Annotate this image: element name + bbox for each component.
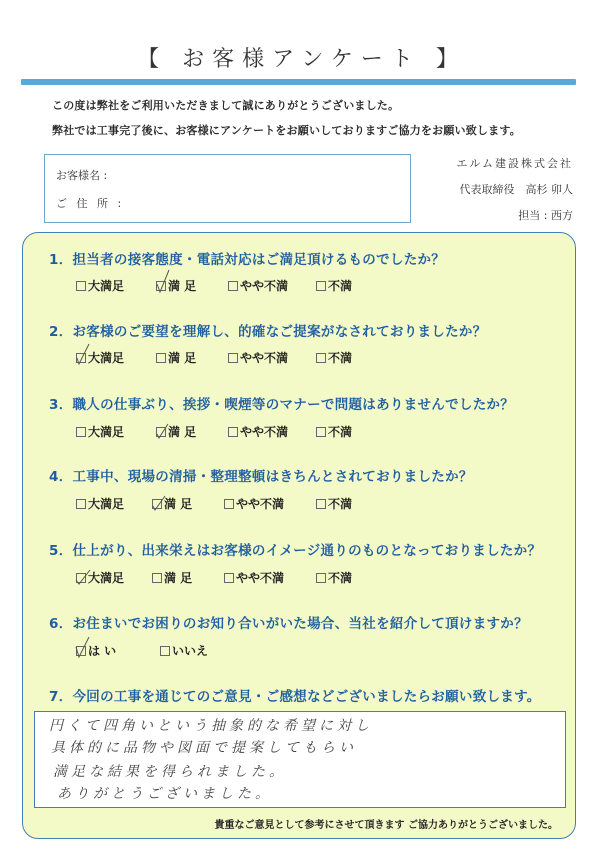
company-name: エルム建設株式会社: [456, 157, 573, 170]
checkbox-checked-icon[interactable]: [152, 499, 162, 509]
question-3: 3．職人の仕事ぶり、挨拶・喫煙等のマナーで問題はありませんでしたか？: [49, 397, 515, 413]
comment-line-1: 円くて四角いという抽象的な希望に対し: [49, 718, 373, 734]
checkbox-empty-icon[interactable]: [316, 499, 326, 509]
checkbox-empty-icon[interactable]: [152, 573, 162, 583]
option-no[interactable]: いいえ: [160, 642, 208, 659]
checkbox-empty-icon[interactable]: [160, 646, 170, 656]
option-fuman[interactable]: 不満: [316, 349, 352, 366]
question-6-options: [76, 642, 208, 659]
option-dai-manzoku[interactable]: 大満足: [76, 569, 152, 586]
checkbox-empty-icon[interactable]: [316, 353, 326, 363]
checkbox-empty-icon[interactable]: [76, 427, 86, 437]
question-6: 6．お住まいでお困りのお知り合いがいた場合、当社を紹介して頂けますか？: [49, 616, 528, 632]
option-dai-manzoku[interactable]: 大満足: [76, 495, 152, 512]
option-manzoku[interactable]: 満 足: [152, 495, 224, 512]
question-4: 4．工事中、現場の清掃・整理整頓はきちんとされておりましたか？: [49, 469, 473, 485]
customer-address-label: ご 住 所 :: [56, 197, 125, 210]
checkbox-checked-icon[interactable]: [156, 281, 166, 291]
intro-line-1: この度は弊社をご利用いただきまして誠にありがとうございました。: [52, 99, 400, 112]
checkbox-empty-icon[interactable]: [224, 573, 234, 583]
comment-line-2: 具体的に品物や図面で提案してもらい: [51, 740, 357, 756]
question-5: 5．仕上がり、出来栄えはお客様のイメージ通りのものとなっておりましたか？: [49, 543, 542, 559]
checkbox-checked-icon[interactable]: [76, 573, 86, 583]
customer-name-label: お客様名 :: [56, 169, 108, 182]
option-manzoku[interactable]: 満 足: [156, 277, 228, 294]
company-representative: 代表取締役 高杉 卯人: [459, 183, 573, 196]
option-yaya-fuman[interactable]: やや不満: [224, 495, 316, 512]
intro-line-2: 弊社では工事完了後に、お客様にアンケートをお願いしておりますご協力をお願い致します。: [52, 124, 521, 137]
comment-line-4: ありがとうございました。: [57, 786, 273, 802]
checkbox-checked-icon[interactable]: [156, 427, 166, 437]
question-4-options: [76, 495, 352, 512]
option-dai-manzoku[interactable]: 大満足: [76, 423, 156, 440]
comment-line-3: 満足な結果を得られました。: [53, 764, 287, 780]
option-manzoku[interactable]: 満 足: [156, 349, 228, 366]
checkbox-checked-icon[interactable]: [76, 646, 86, 656]
option-fuman[interactable]: 不満: [316, 569, 352, 586]
option-fuman[interactable]: 不満: [316, 495, 352, 512]
question-5-options: [76, 569, 352, 586]
option-fuman[interactable]: 不満: [316, 277, 352, 294]
question-1-options: [76, 277, 352, 294]
question-1: 1．担当者の接客態度・電話対応はご満足頂けるものでしたか？: [49, 252, 446, 268]
option-dai-manzoku[interactable]: 大満足: [76, 277, 156, 294]
customer-info-box: [44, 154, 411, 223]
checkbox-empty-icon[interactable]: [228, 427, 238, 437]
option-yaya-fuman[interactable]: やや不満: [228, 423, 316, 440]
company-contact: 担当 : 西方: [518, 209, 573, 222]
option-dai-manzoku[interactable]: 大満足: [76, 349, 156, 366]
checkbox-empty-icon[interactable]: [156, 353, 166, 363]
checkbox-empty-icon[interactable]: [316, 573, 326, 583]
checkbox-empty-icon[interactable]: [76, 499, 86, 509]
page-title: 【 お客様アンケート 】: [137, 47, 466, 72]
option-yaya-fuman[interactable]: やや不満: [228, 277, 316, 294]
question-2-options: [76, 349, 352, 366]
option-yes[interactable]: は い: [76, 642, 160, 659]
checkbox-empty-icon[interactable]: [228, 281, 238, 291]
title-underline: [21, 79, 576, 85]
option-yaya-fuman[interactable]: やや不満: [228, 349, 316, 366]
option-manzoku[interactable]: 満 足: [156, 423, 228, 440]
checkbox-checked-icon[interactable]: [76, 353, 86, 363]
footer-thanks: 貴重なご意見として参考にさせて頂きます ご協力ありがとうございました。: [214, 820, 558, 831]
question-7: 7．今回の工事を通じてのご意見・ご感想などございましたらお願い致します。: [49, 689, 541, 705]
question-2: 2．お客様のご要望を理解し、的確なご提案がなされておりましたか？: [49, 324, 487, 340]
checkbox-empty-icon[interactable]: [228, 353, 238, 363]
checkbox-empty-icon[interactable]: [316, 281, 326, 291]
option-yaya-fuman[interactable]: やや不満: [224, 569, 316, 586]
comment-box[interactable]: [34, 711, 566, 808]
checkbox-empty-icon[interactable]: [76, 281, 86, 291]
checkbox-empty-icon[interactable]: [224, 499, 234, 509]
checkbox-empty-icon[interactable]: [316, 427, 326, 437]
option-manzoku[interactable]: 満 足: [152, 569, 224, 586]
option-fuman[interactable]: 不満: [316, 423, 352, 440]
question-3-options: [76, 423, 352, 440]
